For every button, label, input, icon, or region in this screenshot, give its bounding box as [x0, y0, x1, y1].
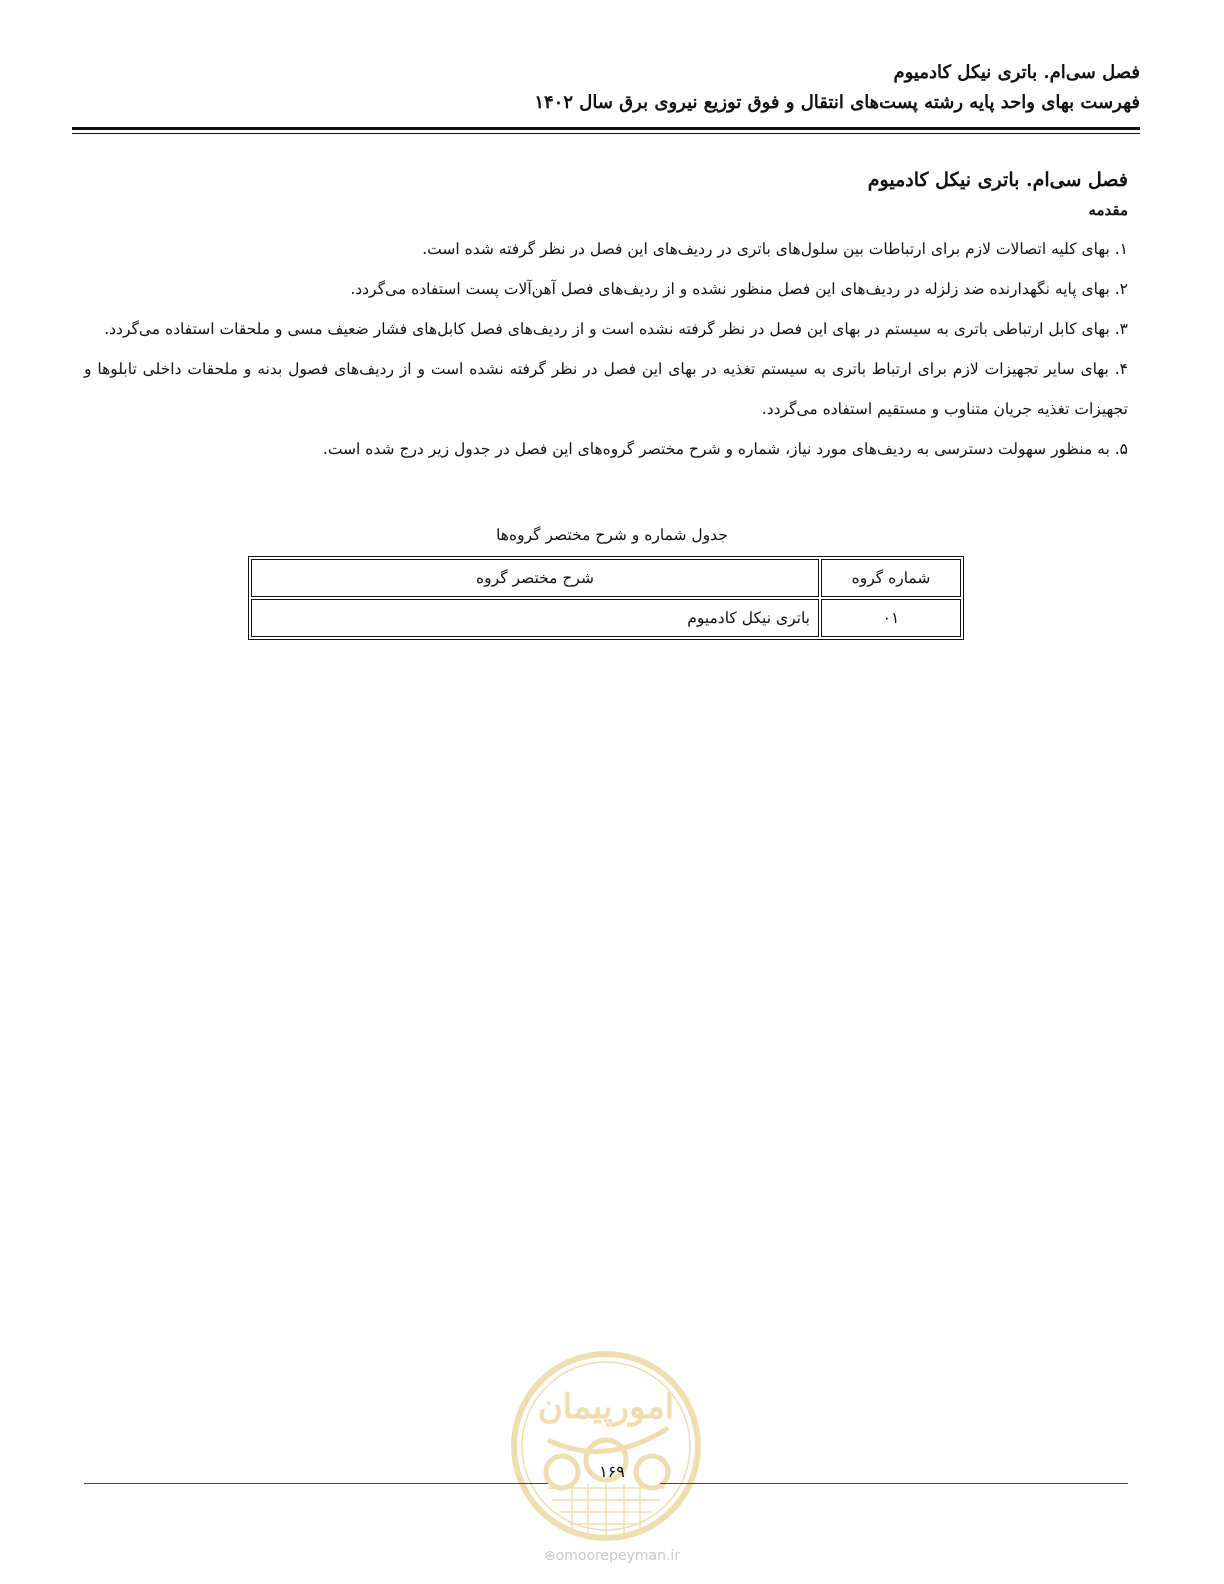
table-header-row: [251, 559, 961, 597]
watermark-url-text: omoorepeyman.ir: [555, 1548, 681, 1564]
paragraph-2: ۲. بهای پایه نگهدارنده ضد زلزله در ردیف‌های این فصل منظور نشده و از ردیف‌های فصل آهن‌آلات پست استفاده می‌گردد.: [350, 280, 1128, 298]
main-content: [84, 165, 1128, 469]
cell-description: باتری نیکل کادمیوم: [251, 599, 819, 637]
paragraph-4: ۴. بهای سایر تجهیزات لازم برای ارتباط باتری به سیستم تغذیه در بهای این فصل در نظر گرفته نشده است و از ردیف‌های فصول بدنه و ملحقات داخلی تابلوها و تجهیزات تغذیه جریان متناوب و مستقیم استفاده می‌گردد.: [84, 360, 1128, 418]
paragraph-1: ۱. بهای کلیه اتصالات لازم برای ارتباطات بین سلول‌های باتری در ردیف‌های این فصل در نظر گرفته شده است.: [422, 240, 1128, 258]
watermark-url: [0, 1548, 1224, 1564]
page-header: [72, 58, 1140, 128]
paragraph-3: ۳. بهای کابل ارتباطی باتری به سیستم در بهای این فصل در نظر گرفته نشده است و از ردیف‌های فصل کابل‌های فشار ضعیف مسی و ملحقات استفاده می‌گردد.: [104, 320, 1128, 338]
watermark-logo-text: امورپیمان: [537, 1387, 675, 1427]
globe-icon: ⊕: [543, 1548, 556, 1564]
table-caption: جدول شماره و شرح مختصر گروه‌ها: [496, 526, 728, 544]
header-rule-thick: [72, 127, 1140, 130]
header-description: شرح مختصر گروه: [251, 559, 819, 597]
watermark-logo-icon: [508, 1348, 704, 1544]
cell-group-number: ۰۱: [821, 599, 961, 637]
header-chapter-title: فصل سی‌ام. باتری نیکل کادمیوم: [893, 62, 1140, 83]
header-document-title: فهرست بهای واحد پایه رشته پست‌های انتقال و فوق توزیع نیروی برق سال ۱۴۰۲: [534, 92, 1140, 113]
chapter-heading: فصل سی‌ام. باتری نیکل کادمیوم: [867, 169, 1128, 191]
header-rule-thin: [72, 133, 1140, 134]
table-row: [251, 599, 961, 637]
groups-table: [248, 556, 964, 640]
page-number: ۱۶۹: [599, 1462, 625, 1481]
intro-heading: مقدمه: [1088, 201, 1128, 219]
paragraph-5: ۵. به منظور سهولت دسترسی به ردیف‌های مورد نیاز، شماره و شرح مختصر گروه‌های این فصل در جدول زیر درج شده است.: [322, 440, 1128, 458]
header-group-number: شماره گروه: [821, 559, 961, 597]
